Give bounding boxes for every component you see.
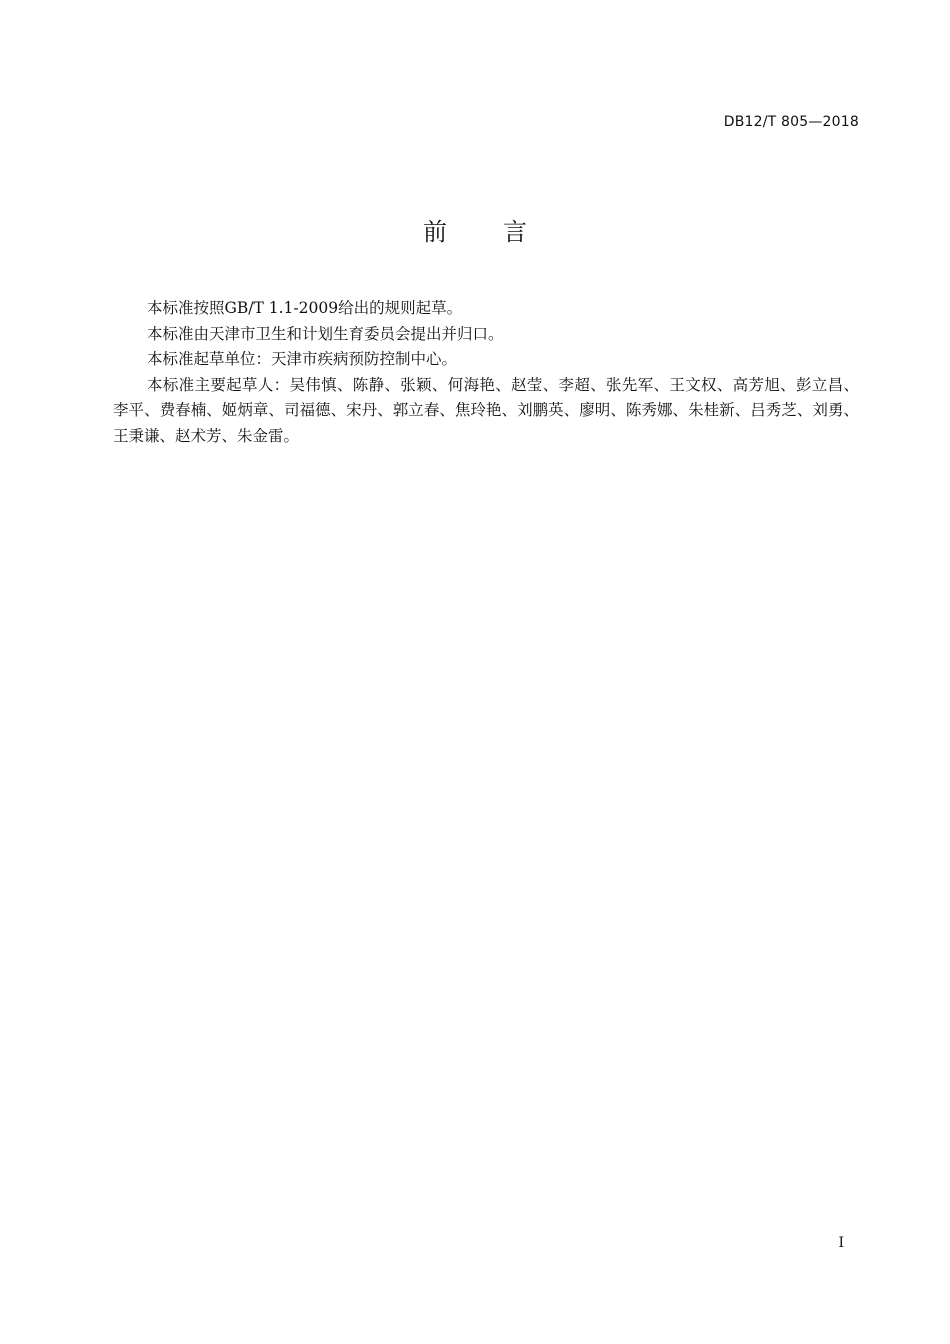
paragraph-proposer: 本标准由天津市卫生和计划生育委员会提出并归口。 bbox=[147, 324, 504, 343]
title-char-2: 言 bbox=[503, 218, 527, 246]
paragraph-drafting-rules: 本标准按照GB/T 1.1-2009给出的规则起草。 bbox=[147, 299, 463, 317]
foreword-body bbox=[113, 296, 859, 449]
paragraph-drafters: 本标准主要起草人：吴伟慎、陈静、张颖、何海艳、赵莹、李超、张先军、王文权、高芳旭、彭立昌、李平、费春楠、姬炳章、司福德、宋丹、郭立春、焦玲艳、刘鹏英、廖明、陈秀娜、朱桂新、吕秀芝、刘勇、王秉谦、赵术芳、朱金雷。 bbox=[113, 375, 859, 445]
title-char-1: 前 bbox=[423, 218, 447, 246]
standard-code: DB12/T 805—2018 bbox=[723, 114, 859, 130]
page-title bbox=[0, 212, 950, 247]
page-number: I bbox=[838, 1235, 844, 1251]
paragraph-drafting-unit: 本标准起草单位：天津市疾病预防控制中心。 bbox=[147, 350, 458, 368]
